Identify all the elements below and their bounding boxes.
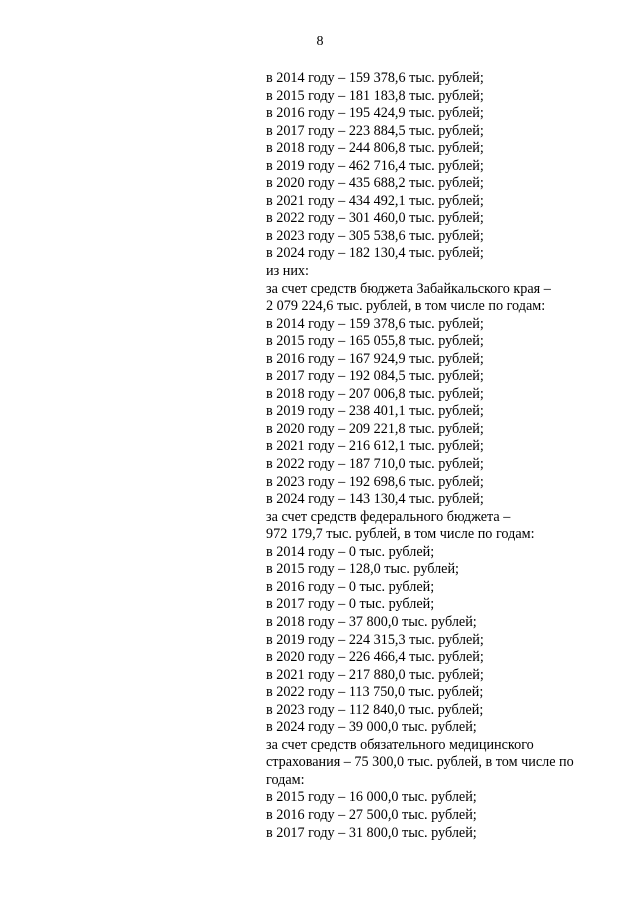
text-line: в 2022 году – 187 710,0 тыс. рублей; (266, 456, 484, 473)
text-line: в 2015 году – 128,0 тыс. рублей; (266, 561, 459, 578)
text-line: в 2023 году – 192 698,6 тыс. рублей; (266, 473, 484, 490)
text-line: в 2024 году – 39 000,0 тыс. рублей; (266, 719, 477, 736)
text-line: годам: (266, 771, 305, 788)
page-number: 8 (316, 34, 324, 49)
text-line: в 2018 году – 37 800,0 тыс. рублей; (266, 613, 477, 630)
text-line: в 2021 году – 216 612,1 тыс. рублей; (266, 438, 484, 455)
text-line: в 2015 году – 181 183,8 тыс. рублей; (266, 87, 484, 104)
text-line: в 2016 году – 167 924,9 тыс. рублей; (266, 350, 484, 367)
text-line: в 2016 году – 27 500,0 тыс. рублей; (266, 806, 477, 823)
text-line: в 2021 году – 434 492,1 тыс. рублей; (266, 192, 484, 209)
text-line: в 2019 году – 238 401,1 тыс. рублей; (266, 403, 484, 420)
section-heading: за счет средств обязательного медицинского (266, 736, 534, 753)
text-line: в 2020 году – 435 688,2 тыс. рублей; (266, 175, 484, 192)
text-line: страхования – 75 300,0 тыс. рублей, в том числе по (266, 754, 574, 771)
text-line: в 2017 году – 31 800,0 тыс. рублей; (266, 824, 477, 841)
text-line: в 2019 году – 462 716,4 тыс. рублей; (266, 157, 484, 174)
text-line: 972 179,7 тыс. рублей, в том числе по годам: (266, 526, 535, 543)
text-line: в 2020 году – 209 221,8 тыс. рублей; (266, 420, 484, 437)
text-line: в 2022 году – 301 460,0 тыс. рублей; (266, 210, 484, 227)
text-line: в 2023 году – 305 538,6 тыс. рублей; (266, 227, 484, 244)
text-line: в 2020 году – 226 466,4 тыс. рублей; (266, 649, 484, 666)
text-line: в 2016 году – 195 424,9 тыс. рублей; (266, 105, 484, 122)
text-line: в 2019 году – 224 315,3 тыс. рублей; (266, 631, 484, 648)
section-heading: за счет средств федерального бюджета – (266, 508, 511, 525)
text-line: в 2023 году – 112 840,0 тыс. рублей; (266, 701, 484, 718)
text-line: в 2016 году – 0 тыс. рублей; (266, 578, 435, 595)
text-line: в 2018 году – 244 806,8 тыс. рублей; (266, 140, 484, 157)
text-line: в 2017 году – 0 тыс. рублей; (266, 596, 435, 613)
text-line: в 2015 году – 16 000,0 тыс. рублей; (266, 789, 477, 806)
text-line: в 2017 году – 192 084,5 тыс. рублей; (266, 368, 484, 385)
text-line: 2 079 224,6 тыс. рублей, в том числе по годам: (266, 298, 546, 315)
section-heading: за счет средств бюджета Забайкальского края – (266, 280, 551, 297)
text-line: в 2024 году – 143 130,4 тыс. рублей; (266, 491, 484, 508)
text-line: в 2014 году – 159 378,6 тыс. рублей; (266, 70, 484, 86)
text-line: в 2021 году – 217 880,0 тыс. рублей; (266, 666, 484, 683)
funding-text-block (266, 70, 606, 842)
section-heading: из них: (266, 263, 309, 280)
text-line: в 2024 году – 182 130,4 тыс. рублей; (266, 245, 484, 262)
text-line: в 2022 году – 113 750,0 тыс. рублей; (266, 684, 484, 701)
text-line: в 2015 году – 165 055,8 тыс. рублей; (266, 333, 484, 350)
text-line: в 2017 году – 223 884,5 тыс. рублей; (266, 122, 484, 139)
text-line: в 2014 году – 159 378,6 тыс. рублей; (266, 315, 484, 332)
text-line: в 2014 году – 0 тыс. рублей; (266, 543, 435, 560)
text-line: в 2018 году – 207 006,8 тыс. рублей; (266, 385, 484, 402)
